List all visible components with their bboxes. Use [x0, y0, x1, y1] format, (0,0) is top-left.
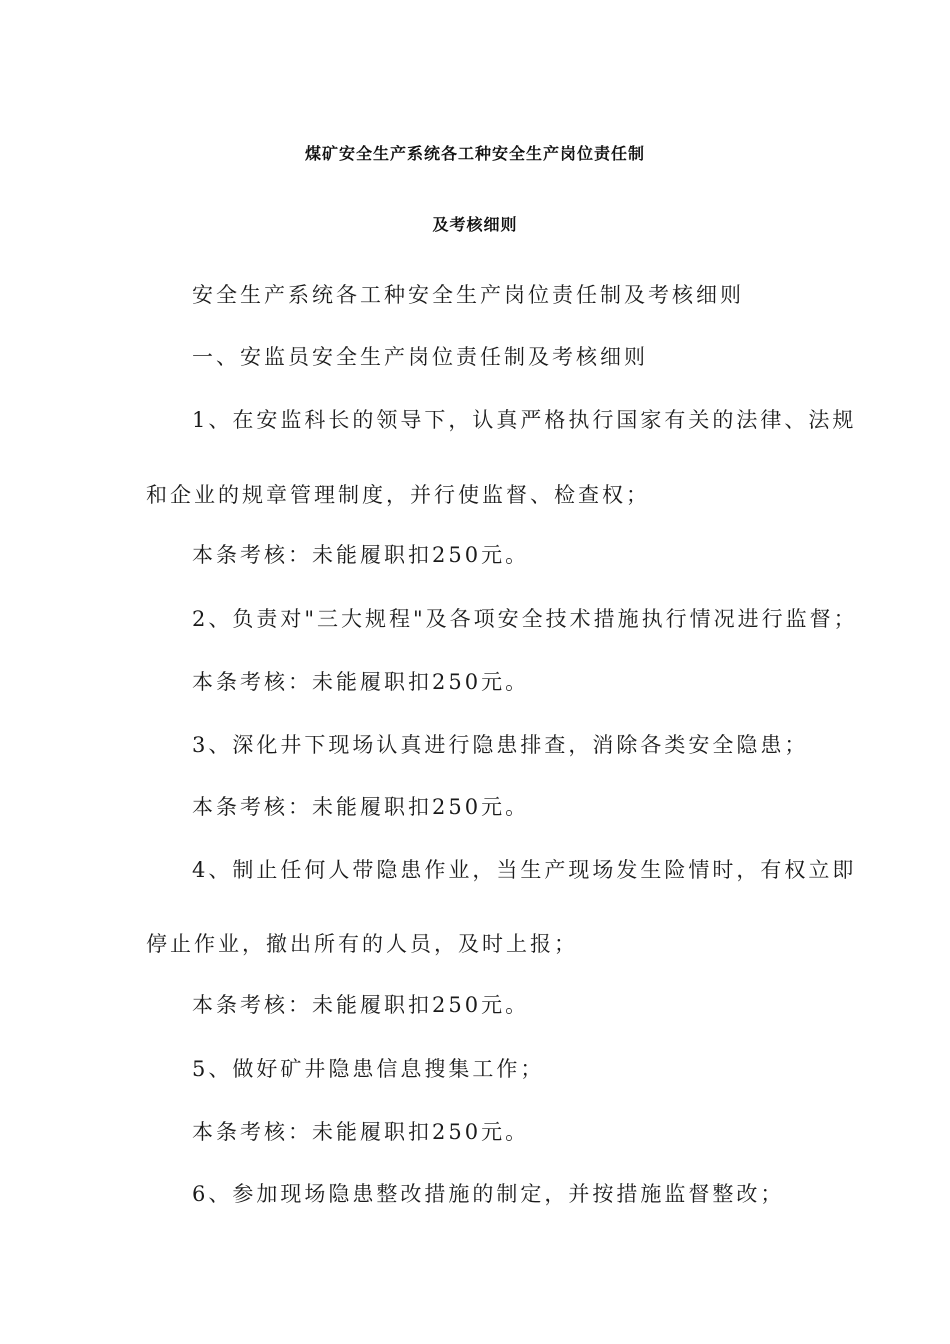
clause-4-line-2: 停止作业，撤出所有的人员，及时上报； [146, 932, 578, 956]
clause-4-line-1: 4、制止任何人带隐患作业，当生产现场发生险情时，有权立即 [192, 858, 857, 882]
clause-4-assessment: 本条考核：未能履职扣250元。 [192, 993, 530, 1017]
clause-3-assessment: 本条考核：未能履职扣250元。 [192, 795, 530, 819]
section-heading: 一、安监员安全生产岗位责任制及考核细则 [192, 345, 648, 369]
clause-1-line-1: 1、在安监科长的领导下，认真严格执行国家有关的法律、法规 [192, 408, 857, 432]
clause-1-line-2: 和企业的规章管理制度，并行使监督、检查权； [146, 483, 650, 507]
document-title-line-2: 及考核细则 [432, 215, 518, 234]
subtitle-line: 安全生产系统各工种安全生产岗位责任制及考核细则 [192, 283, 744, 307]
clause-3-line-1: 3、深化井下现场认真进行隐患排查，消除各类安全隐患； [192, 733, 809, 757]
document-title-line-1: 煤矿安全生产系统各工种安全生产岗位责任制 [304, 144, 645, 163]
clause-6-line-1: 6、参加现场隐患整改措施的制定，并按措施监督整改； [192, 1182, 785, 1206]
clause-5-line-1: 5、做好矿井隐患信息搜集工作； [192, 1057, 545, 1081]
clause-1-assessment: 本条考核：未能履职扣250元。 [192, 543, 530, 567]
clause-2-line-1: 2、负责对"三大规程"及各项安全技术措施执行情况进行监督； [192, 607, 858, 631]
clause-2-assessment: 本条考核：未能履职扣250元。 [192, 670, 530, 694]
clause-5-assessment: 本条考核：未能履职扣250元。 [192, 1120, 530, 1144]
